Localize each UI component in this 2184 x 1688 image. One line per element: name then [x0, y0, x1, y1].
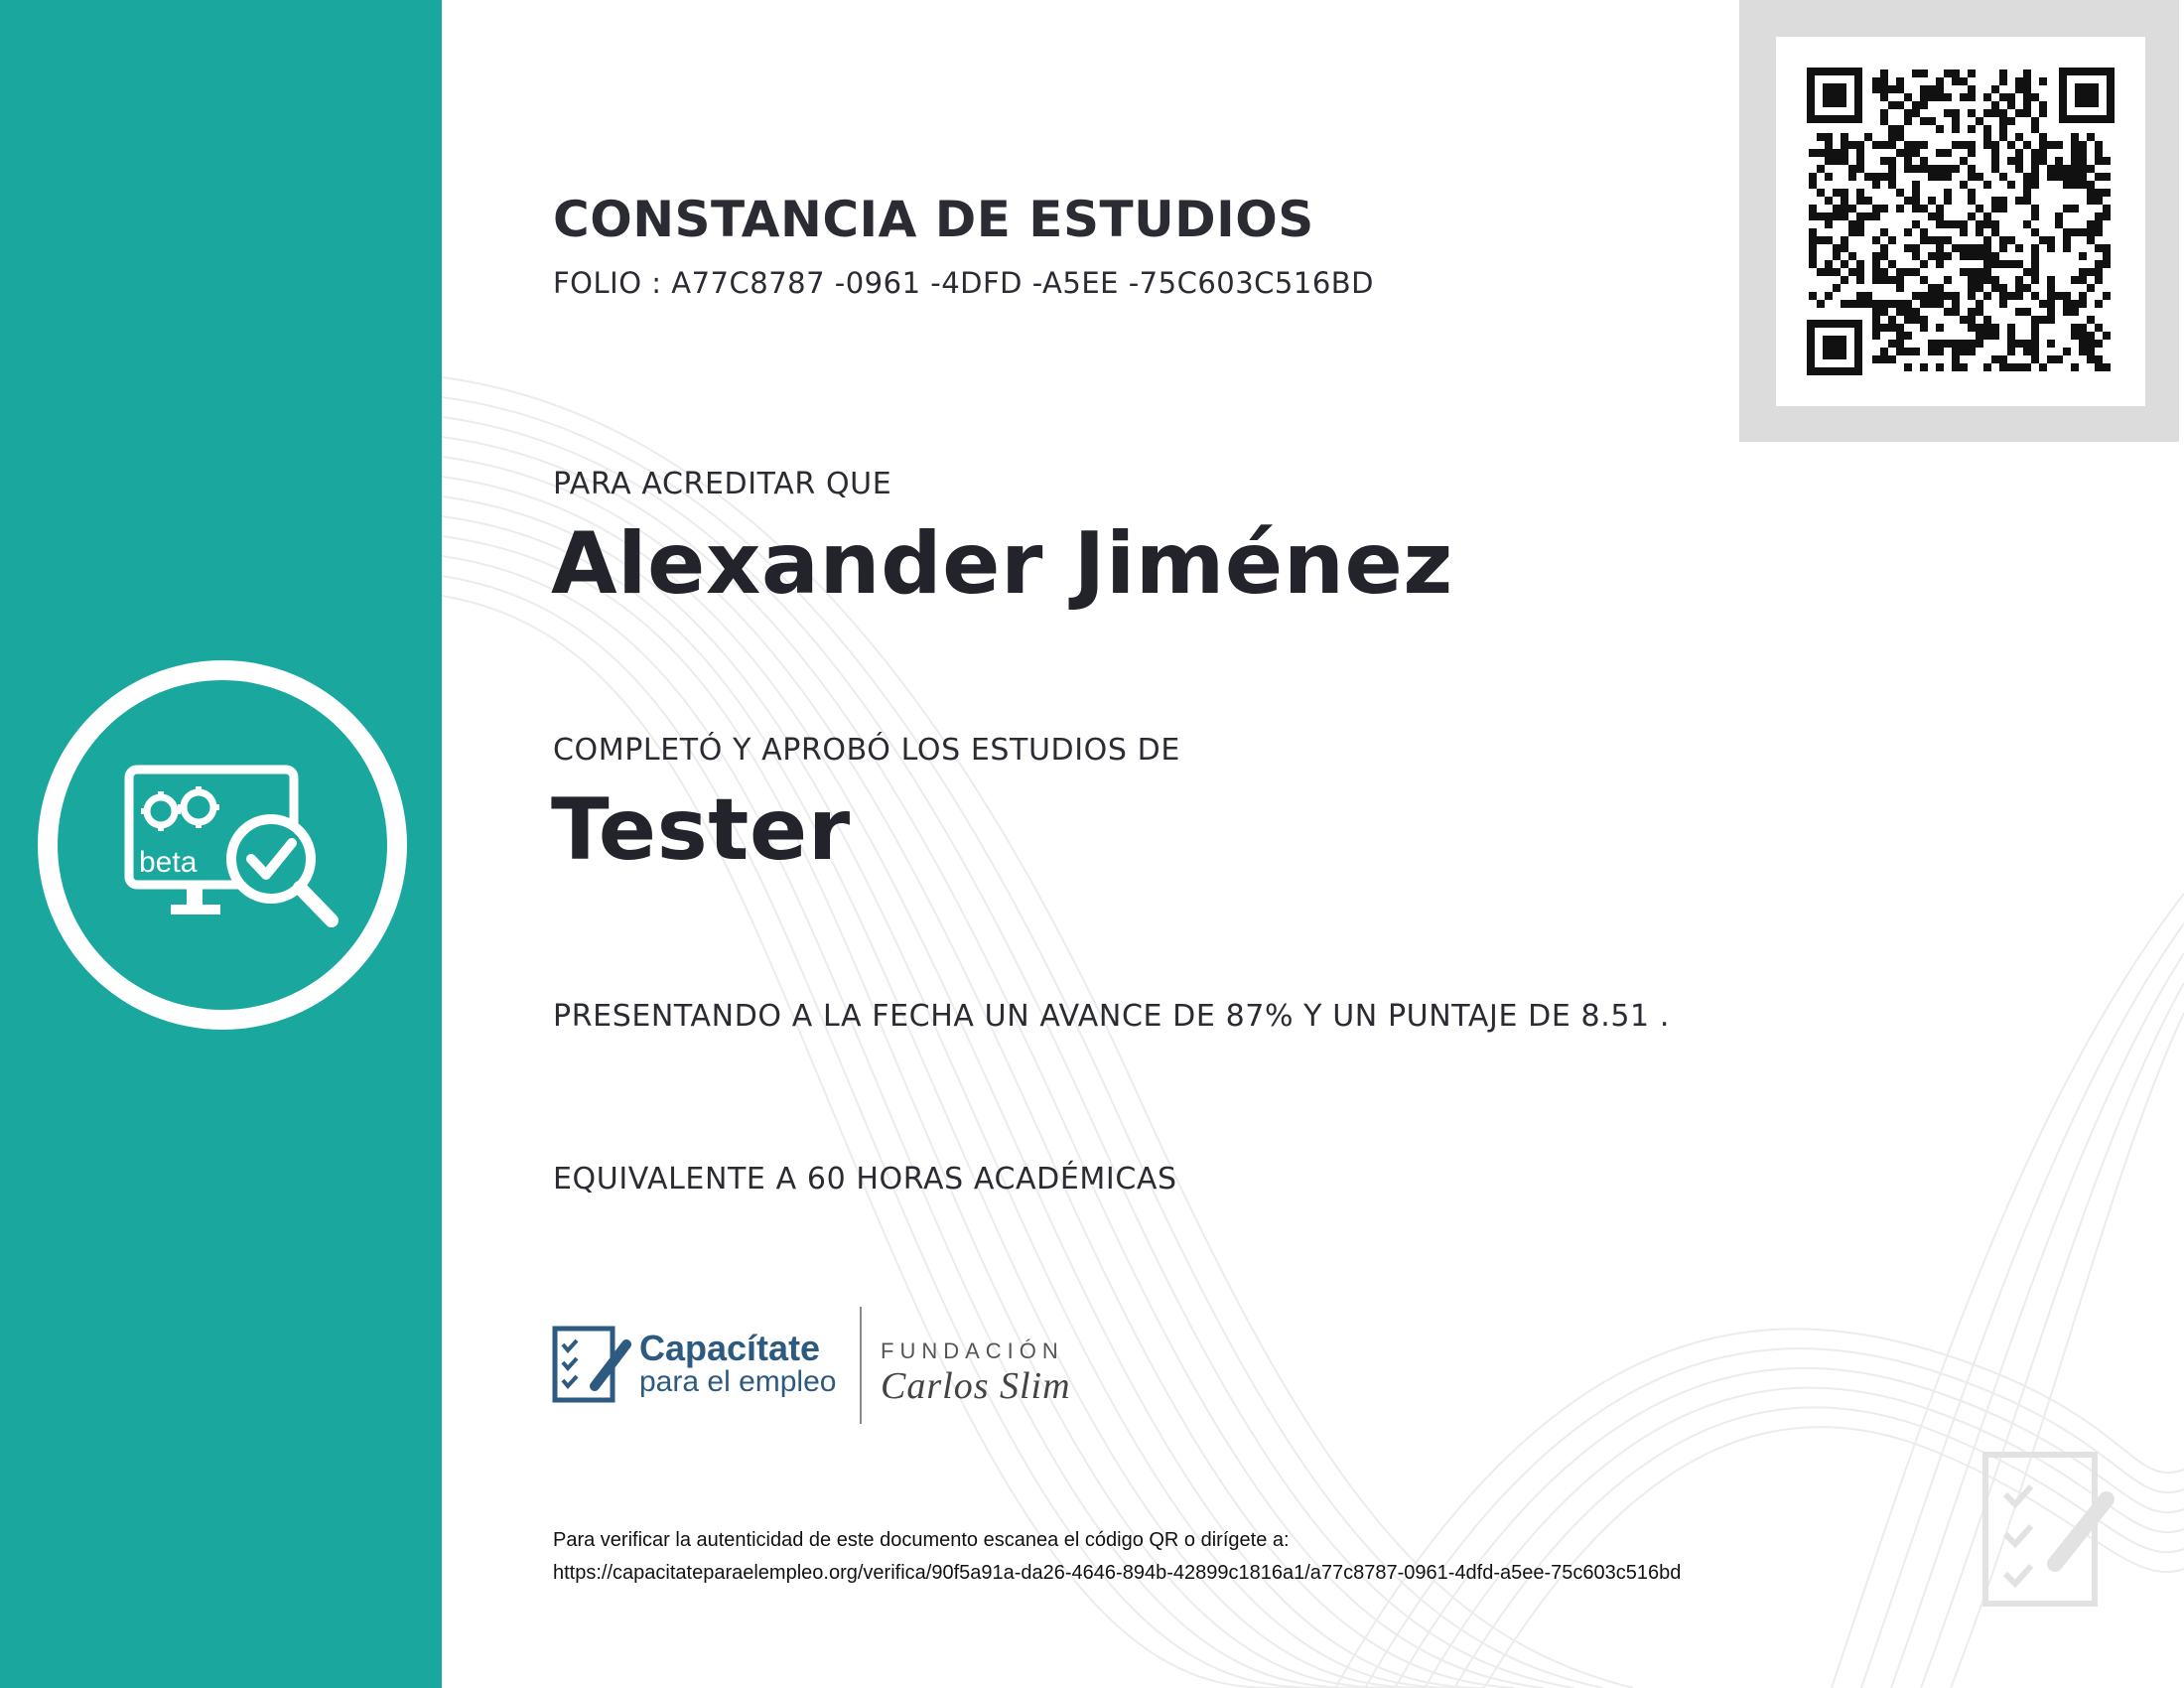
- course-name: Tester: [551, 780, 851, 880]
- capacitate-logo-subtitle: para el empleo: [639, 1365, 837, 1398]
- qr-code-frame: [1739, 0, 2179, 442]
- clipboard-watermark-icon: [1976, 1445, 2115, 1614]
- folio-number: FOLIO : A77C8787 -0961 -4DFD -A5EE -75C603C516BD: [553, 266, 1374, 300]
- logo-divider: [860, 1307, 862, 1424]
- capacitate-clipboard-icon: [551, 1323, 634, 1406]
- progress-statement: PRESENTANDO A LA FECHA UN AVANCE DE 87% Y UN PUNTAJE DE 8.51 .: [553, 999, 1670, 1034]
- sponsor-logos: [551, 1301, 1117, 1430]
- fundacion-logo-label: FUNDACIÓN: [881, 1338, 1064, 1363]
- course-intro: COMPLETÓ Y APROBÓ LOS ESTUDIOS DE: [553, 733, 1180, 768]
- verification-url[interactable]: https://capacitateparaelempleo.org/verifica/90f5a91a-da26-4646-894b-42899c1816a1/a77c8787-0961-4dfd-a5ee-75c603c516bd: [553, 1562, 1682, 1584]
- carlos-slim-logo: Carlos Slim: [881, 1365, 1071, 1407]
- tester-monitor-icon: [38, 660, 407, 1030]
- qr-code-background: [1776, 37, 2145, 406]
- document-title: CONSTANCIA DE ESTUDIOS: [553, 191, 1314, 248]
- sidebar-panel: [0, 0, 442, 1688]
- hours-statement: EQUIVALENTE A 60 HORAS ACADÉMICAS: [553, 1162, 1177, 1196]
- course-badge: [38, 660, 407, 1030]
- beta-label: beta: [139, 846, 198, 879]
- capacitate-logo-title: Capacítate: [639, 1328, 821, 1368]
- recipient-intro: PARA ACREDITAR QUE: [553, 467, 892, 501]
- recipient-name: Alexander Jiménez: [551, 514, 1453, 614]
- qr-code[interactable]: [1807, 68, 2115, 375]
- verification-instruction: Para verificar la autenticidad de este documento escanea el código QR o dirígete a:: [553, 1529, 1290, 1551]
